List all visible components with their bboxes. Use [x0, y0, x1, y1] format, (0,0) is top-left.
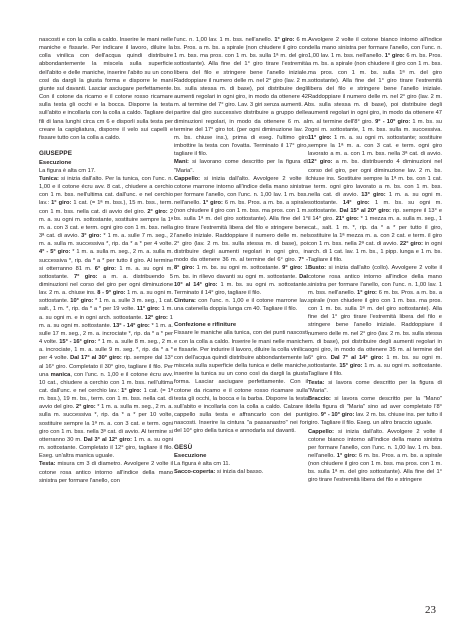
round-text: in ogni arch. di 1 cat. lav. 1 m. bs., 1 pipp. lunga e 1 m. bs. Tagliare il filo. — [308, 240, 442, 264]
paragraph-tunic — [39, 175, 173, 460]
round-label: 7° - 8° giro: — [174, 257, 308, 272]
label-head: Testa: — [308, 379, 325, 386]
round-text: 1 m. bs. su ogni m. sottostante. — [308, 200, 442, 215]
label-sleeve: manica — [50, 371, 71, 378]
hat-text: si inizia dall'alto. Avvolgere 2 volte il cotone marrone intorno all'indice della mano sinistra per formare l'anello, con l'unc. n. 1,00 lav. 1 m. bss. nell'anello. — [174, 175, 308, 207]
round-label: Dal 10° al 14° giro: — [174, 273, 308, 288]
round-label: 1° giro: — [274, 37, 295, 43]
paragraph-finishing: Fissare le maniche alla tunica, con dei punti nascosti e con la colla a caldo. Inserire le mani nelle maniche e fissarle. Per indurire il lavoro, diluire la colla vinilica con dell'acqua quindi distribuire abbondantemente la miscela sulla superficie della tunica e delle maniche, inserire la tunica su un cono così da dargli la giusta forma. Lasciar asciugare perfettamente. Con il cotone da ricamo e il cotone rosso ricamare sulla testa gli occhi, la bocca e la barba. Disporre la testa sull'abito e incollarla con la colla a caldo. Calzare il cappello sulla testa e affrancarlo con dei punti nascosti. Inserire la cintura "a passanastro" nei fori del 10° giro della tunica e annodarla sul davanti. — [174, 330, 308, 435]
round-text: 6 m. bs. Pros. a m. bs. a spirale (non chiudere il giro con 1 m. bss. ma pros. con 1 m. bs. sulla 1ª m. del giro sottostante). Alla fine del 1° giro tirare l'estremità libera del filo e stringere bene l'anello iniziale. Raddoppiare il numero delle m. nel 2° giro (lav. 2 m. bs. sulla stessa m. di base), poi distribuire degli aumenti regolari in ogni giro, in modo da ottenere 35 m. al termine del 6° giro. — [308, 289, 443, 362]
round-text: * 1 m. a. sulla m. seg., 2 m. a. sulla m. successiva *, rip. da * a * per 10 volte, sostituire sempre la 1ª m. a. con 3 cat. e term. ogni giro con 1 m. bss. nella 3ª cat. di avvio. Al termine si otterranno 30 m. — [39, 404, 174, 443]
round-label: 1° giro: — [357, 289, 377, 296]
round-label: 12° giro: — [144, 314, 168, 321]
bonnet-text: si inizia dall'alto. Avvolgere 2 volte il cotone bianco intorno all'indice della mano sinistra per formare l'anello, con l'unc. n. 1,00 lav. 1 m. bss. nell'anello. — [308, 428, 442, 459]
figure-height-note: La figura è alta cm 17. — [39, 167, 96, 174]
paragraph-bust — [308, 264, 442, 378]
round-label: 9° giro: — [282, 265, 303, 272]
round-text: 1 m. a. su ogni m. sottostante; sostituire sempre la 1ª m. a. con 3 cat. e term. ogni giro lavorato a m. a. con 1 m. bss. nella 3ª cat. di avvio. — [308, 134, 442, 158]
round-label: 8 - 9° giro: — [97, 290, 126, 297]
round-text: 1 m. bs. in rilievo davanti su ogni m. sottostante. — [174, 265, 308, 280]
round-label: Dal 15° al 20° giro: — [339, 208, 391, 215]
round-label: 22° giro: — [399, 240, 424, 247]
round-label: 14° giro: — [342, 200, 370, 207]
round-text: 1 m. a. su ogni m. sottostante. — [39, 265, 173, 280]
round-text: * 1 mezza m. a. sulla m. seg., 1 cat., salt. 1 m. *, rip. da * a * per tutto il giro, sostituire la 1ª mezza m. a. con 2 cat. e term. il giro con 1 m. bss. nella 2ª cat. di avvio. — [308, 216, 442, 247]
round-label: Dal 17° al 30° giro: — [70, 355, 122, 362]
paragraph-head — [39, 460, 173, 484]
round-label: Dal 3° al 12° giro: — [83, 436, 133, 443]
label-belt: Cintura: — [174, 298, 196, 304]
label-hat: Cappello: — [174, 175, 201, 182]
paragraph-maria-finishing: nascosti e con la colla a caldo. Inserire le mani nelle maniche e fissarle. Per indicare il lavoro, diluire la colla vinilica con dell'acqua quindi distribuire abbondantemente la miscela sulla superficie dell'abito e delle maniche, inserire l'abito su un cono così da dargli la giusta forma e disporre le mani giunte sul davanti. Lasciar asciugare perfettamente. Con il cotone da ricamo e il cotone rosso ricamare sulla testa gli occhi e la bocca. Disporre la testa sull'abito e incollarla con la colla a caldo. Tagliare dei fili di lana lunghi circa cm 6 e disporli sulla testa per creare la capigliatura, disporre il velo sui capelli e fissare tutto con la colla a caldo. — [39, 37, 173, 141]
head-text: misura cm 3 di diametro. Avvolgere 2 volte il cotone rosa antico intorno all'indice della mano sinistra per formare l'anello, con — [39, 461, 173, 484]
section-title-gesu: GESÙ — [174, 443, 193, 451]
round-text: rip. sempre il 13° e il 14° giro. — [308, 208, 443, 223]
paragraph-spacer — [39, 142, 173, 150]
round-text: 1 m. a. su ogni m. sottostante. — [39, 314, 173, 329]
round-label: 2° giro: — [147, 208, 168, 215]
bust-text: si inizia dall'alto (collo). Avvolgere 2 volte il cotone rosa antico intorno all'indice della mano sinistra per formare l'anello, con l'unc. n. 1,00 lav. 1 m. bss. nell'anello. — [308, 265, 442, 296]
subheading-execution: Esecuzione — [174, 453, 207, 460]
round-text: 1 m. a. su ogni m. sottostante. Completato il 12° giro, tagliare il filo. Eseg. un'altra manica uguale. — [39, 436, 173, 460]
round-text: 1 m. bs. su ogni m. sottostante. Terminato il 14° giro, tagliare il filo. — [174, 281, 308, 296]
paragraph-spacer — [174, 313, 308, 321]
round-text: 6 m. bs. Pros. a m. bs. a spirale (non chiudere il giro con 1 m. bss. ma pros. con 1 m. bs. sulla 1ª m. del giro sottostante). Alla fine del 1° giro tirare l'estremità libera del filo e stringere bene l'anello iniziale. Raddoppiare il numero delle m. nel 2° giro (lav. 2 m. bs. sulla stessa m. di base), poi distribuire degli aumenti regolari in ogni giro, in modo da ottenere 42 m. al termine del 7° giro. Lav. 3 giri senza aumenti. A partire dal giro successivo distribuire a gruppo delle diminuzioni regolari, in modo da ottenere 6 m. al termine del 17° giro tot. (per ogni diminuzione lav. 2 m. bs. chiuse ins.), prima di eseg. l'ultimo giro imbottire la testa con l'ovatta. Terminato il 17° giro, tagliare il filo. — [174, 37, 309, 158]
section-title-giuseppe: GIUSEPPE — [39, 150, 72, 158]
round-text: * 1 m. a. sulle 8 m. seg., 2 m. a. incrociate, 1 m. a. sulle 9 m. seg. *, rip. da * a * per 4 volte. — [39, 339, 173, 362]
sack-continued-text: Avvolgere 2 volte il cotone bianco intorno all'indice della mano sinistra per formare l'anello, con l'unc. n. 1,00 lav. 1 m. bss. nell'anello. — [308, 37, 442, 60]
round-label: 15° - 16° giro: — [59, 339, 97, 346]
round-label: 12° giro: — [308, 159, 333, 166]
sack-blanket-text: si inizia dal basso. — [215, 469, 264, 476]
round-label: 9° - 10° giro: — [375, 118, 411, 125]
label-head: Testa: — [39, 461, 56, 468]
text-column-right — [308, 36, 442, 485]
paragraph-sack-blanket — [174, 468, 308, 476]
round-label: 1° giro: — [51, 200, 72, 207]
round-label: 9° - 10° giro: — [320, 412, 355, 419]
round-label: 13° - 14° giro: — [112, 322, 150, 329]
label-arms: Braccio: — [308, 395, 331, 402]
round-label: 10° giro: — [70, 298, 94, 305]
head-text: si lavora come descritto per la figura di "Maria". — [308, 379, 442, 394]
round-label: 4° - 5° giro: — [39, 249, 71, 256]
round-text: 6 m. bs. Pros. a m. bs. a spirale (non chiudere il giro con 1 m. bss. ma pros. con 1 m. bs. sulla 1ª m. del giro sottostante). Alla fine del 1° giro tirare l'estremità libera del filo e stringere bene l'anello iniziale. Raddoppiare il numero delle m. nel 2° giro (lav. 2 m. bs. sulla stessa m. di base), poi distribuire degli aumenti regolari in ogni giro, in modo da ottenere 47 m. al termine dell'8° giro. — [308, 53, 442, 125]
belt-text: con l'unc. n. 1,00 e il cotone marrone lav. una catenella doppia lunga cm 40. Tagliare il filo. — [174, 298, 308, 313]
round-text: 1 cat. (= 1ª m. bss.), 15 m. bss., term. con 1 m. bss. nella cat. di avvio del giro. — [39, 200, 173, 215]
round-label: 11° giro: — [308, 134, 332, 141]
label-sack-blanket: Sacco-coperta: — [174, 469, 216, 476]
label-bust: Busto: — [308, 265, 327, 272]
round-text: a m. bs. distribuendo 4 diminuzioni nel corso del giro, per ogni diminuzione lav. 2 m. bs. chiuse ins. Sostituire sempre la 1ª m. bs. con 1 cat. e term. ogni giro lavorato a m. bs. con 1 m. bss. nella cat. di avvio. — [308, 159, 442, 198]
label-tunic: Tunica: — [39, 175, 59, 182]
round-text: * 1 m. a. sulle 17 m. seg., 2 m. a. incrociate *, rip. da * a * per 4 volte. — [39, 322, 173, 346]
round-label: 3° giro: — [81, 233, 102, 240]
round-text: 1 m. a. su ogni m. sottostante. — [308, 191, 442, 207]
paragraph-head — [308, 379, 442, 395]
round-label: 1° giro: — [202, 200, 223, 207]
figure-height-note: La figura è alta cm 11. — [174, 461, 231, 468]
round-label: 1° giro: — [384, 53, 405, 60]
round-label: 1° giro: — [121, 388, 142, 394]
round-text: * 1 m. a. sulla m. seg., 2 m. a. sulla m. successiva *, rip. da * a * per tutto il giro. Al termine si otterranno 81 m. — [39, 249, 173, 272]
paragraph-hat — [174, 175, 308, 297]
head-continued-text: l'unc. n. 1,00 lav. 1 m. bss. nell'anello. — [174, 37, 275, 43]
paragraph-bonnet — [308, 428, 442, 485]
round-label: 2° giro: — [75, 404, 96, 411]
round-text: 6 m. bs. Pros. a m. bs. a spirale (non chiudere il giro con 1 m. bss. ma pros. con 1 m. bs. sulla 1ª m. del giro sottostante). Alla fine del 1° giro tirare l'estremità libera del filo e stringere bene l'anello iniziale. Raddoppiare il numero delle m. nel 2° giro (lav. 2 m. bs. sulla stessa m. di base), poi distribuire degli aumenti regolari in ogni giro, in modo da ottenere 36 m. al termine del 6° giro. — [174, 200, 308, 264]
paragraph-arms — [308, 395, 442, 428]
round-label: Dal 7° al 14° giro: — [330, 355, 384, 362]
round-text: 1 m. a. su ogni m. sottostante. Tagliare il filo. — [308, 363, 442, 378]
round-text: * 1 m. a. sulle 7 m. seg., 2 m. a. sulla m. successiva *, rip. da * a * per 4 volte. — [39, 233, 174, 248]
paragraph-spacer — [174, 436, 308, 444]
round-text: 1 m. bs. su ogni m. sottostante, 1 m. bss. sulla m. successiva. — [308, 118, 442, 133]
round-text: * 1 m. a. sulle 3 m. seg., 1 cat. salt., 1 m. *, rip. da * a * per 19 volte. — [39, 298, 173, 313]
sleeve-text: , con l'unc. n. 1,00 e il cotone écru avv. 10 cat., chiudere a cerchio con 1 m. bss. nell'ultima cat. dall'unc. e nel cerchio lav.: — [39, 371, 173, 394]
paragraph-sack-continued — [308, 36, 442, 264]
round-text: 1 m. bs. su ogni m. sottostante. — [308, 355, 442, 370]
round-text: a m. a. distribuendo 5 diminuzioni nel corso del giro per ogni diminuzione lav. 2 m. a. chiuse ins. — [39, 273, 174, 297]
round-text: lav. 2 m. bs. chiuse ins. per tutto il giro. Tagliare il filo. Eseg. un altro braccio uguale. — [308, 412, 442, 427]
round-label: 6° giro: — [94, 265, 117, 272]
text-column-middle — [174, 36, 308, 477]
paragraph-hands — [174, 158, 308, 174]
round-label: 21° giro: — [335, 216, 359, 223]
round-label: 11° giro: — [136, 306, 160, 313]
round-text: 1 m. a. su ogni m. sottostante. — [39, 290, 173, 305]
label-bonnet: Cappello: — [308, 428, 335, 435]
subheading-finishing: Confezione e rifiniture — [174, 322, 237, 329]
label-hands: Mani: — [174, 159, 189, 166]
paragraph-head-continued — [174, 36, 308, 158]
round-label: 15° giro: — [339, 363, 363, 370]
round-text: 6 m. bs. Pros. a m. bs. a spirale (non chiudere il giro con 1 m. bss. ma pros. con 1 m. bs. sulla 1ª m. del giro sottostante). Alla fine del 1° giro tirare l'estremità libera del filo e stringere — [308, 452, 442, 484]
page-number: 23 — [425, 604, 436, 616]
tunic-text: si inizia dall'alto. Per la tunica, con l'unc. n. 1,00 e il cotone écru avv. 8 cat., chiudere a cerchio con 1 m. bss. nell'ultima cat. dall'unc. e nel cerchio lav.: — [39, 175, 173, 207]
round-text: 1 m. bs. su ogni m. sottostante. — [194, 265, 283, 272]
round-text: 1 cat. (= 1ª m. bss.), 19 m. bs., term. con 1 m. bss. nella cat. di avvio del giro. — [39, 388, 173, 411]
subheading-execution: Esecuzione — [39, 159, 72, 166]
round-text: 1 m. a. su ogni m. e in ogni arch. sottostante. — [39, 306, 173, 321]
round-label: 13° giro: — [361, 191, 386, 198]
paragraph-belt — [174, 297, 308, 313]
round-label: 7° giro: — [73, 273, 98, 280]
arms-text: si lavora come descritto per la "Mano" della figura di "Maria" sino ad aver completato l'8° giro. — [308, 395, 442, 419]
hands-text: si lavorano come descritto per la figura di "Maria". — [174, 159, 308, 174]
round-label: 1° giro: — [336, 452, 357, 459]
round-text: 2 m. a. su ogni m. sottostante, sostituire sempre la 1ª m. a. con 3 cat. e term. ogni giro con 1 m. bss. nella 3ª cat. di avvio. — [39, 208, 173, 240]
text-column-left — [39, 36, 173, 485]
round-text: rip. sempre dal 13° al 16° giro. Completato il 30° giro, tagliare il filo. Per una — [39, 355, 173, 378]
